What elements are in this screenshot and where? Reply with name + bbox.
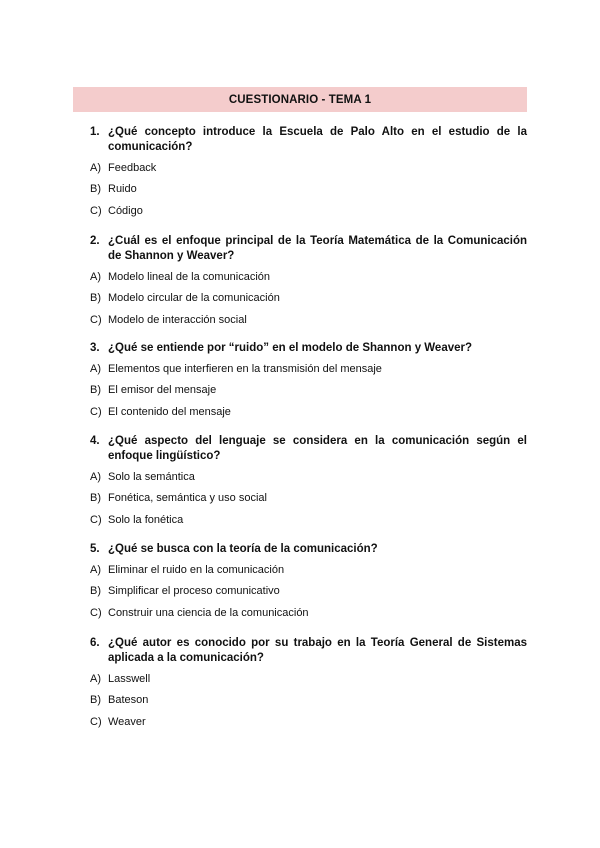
option-letter: C)	[90, 313, 102, 326]
option-letter: A)	[90, 673, 101, 685]
question-6	[90, 636, 527, 736]
answer-option-b	[90, 693, 527, 708]
option-text: Elementos que interfieren en la transmisión del mensaje	[108, 363, 382, 375]
option-letter: A)	[90, 271, 101, 283]
question-number: 4.	[90, 435, 100, 447]
answer-option-a	[90, 563, 527, 578]
answer-option-b	[90, 182, 527, 197]
answer-option-a	[90, 270, 527, 285]
answer-options	[90, 470, 527, 528]
answer-option-b	[90, 584, 527, 599]
option-letter: A)	[90, 564, 101, 576]
option-text: El emisor del mensaje	[108, 384, 217, 397]
answer-option-b	[90, 291, 527, 306]
answer-options	[90, 161, 527, 219]
option-text: Bateson	[108, 694, 149, 707]
option-letter: C)	[90, 513, 102, 526]
answer-option-c	[90, 513, 527, 528]
option-text: Ruido	[108, 183, 137, 196]
answer-options	[90, 672, 527, 730]
question-4	[90, 434, 527, 534]
answer-option-b	[90, 383, 527, 398]
answer-options	[90, 362, 527, 420]
question-header	[90, 542, 527, 557]
option-text: Solo la semántica	[108, 471, 195, 483]
option-letter: A)	[90, 471, 101, 483]
question-text: ¿Qué se entiende por “ruido” en el modelo de Shannon y Weaver?	[108, 342, 473, 354]
question-text: ¿Qué se busca con la teoría de la comunicación?	[108, 543, 378, 555]
question-number: 3.	[90, 342, 100, 354]
option-text: Lasswell	[108, 673, 151, 685]
quiz-title-banner	[73, 87, 527, 112]
question-number: 2.	[90, 235, 100, 247]
option-letter: A)	[90, 162, 101, 174]
option-letter: C)	[90, 715, 102, 728]
option-letter: B)	[90, 183, 101, 196]
option-text: Modelo circular de la comunicación	[108, 292, 280, 305]
option-text: Weaver	[108, 715, 146, 728]
answer-option-c	[90, 405, 527, 420]
answer-option-c	[90, 313, 527, 328]
question-3	[90, 341, 527, 426]
option-letter: C)	[90, 606, 102, 619]
answer-option-a	[90, 470, 527, 485]
question-number: 1.	[90, 126, 100, 138]
question-header	[90, 234, 527, 264]
answer-option-a	[90, 362, 527, 377]
question-number: 5.	[90, 543, 100, 555]
question-2	[90, 234, 527, 334]
option-text: Eliminar el ruido en la comunicación	[108, 564, 285, 576]
answer-option-a	[90, 161, 527, 176]
option-text: Simplificar el proceso comunicativo	[108, 585, 280, 598]
option-text: Construir una ciencia de la comunicación	[108, 606, 309, 619]
option-letter: B)	[90, 292, 101, 305]
answer-options	[90, 270, 527, 328]
question-5	[90, 542, 527, 627]
answer-option-c	[90, 715, 527, 730]
option-text: Código	[108, 204, 143, 217]
question-text: ¿Qué aspecto del lenguaje se considera en la comunicación según el enfoque lingüístico?	[108, 435, 527, 462]
question-text: ¿Cuál es el enfoque principal de la Teoría Matemática de la Comunicación de Shannon y Weaver?	[108, 235, 527, 262]
option-text: Fonética, semántica y uso social	[108, 492, 267, 505]
question-header	[90, 636, 527, 666]
answer-options	[90, 563, 527, 621]
option-text: El contenido del mensaje	[108, 405, 231, 418]
question-header	[90, 125, 527, 155]
question-header	[90, 434, 527, 464]
question-number: 6.	[90, 637, 100, 649]
option-letter: B)	[90, 694, 101, 707]
question-text: ¿Qué concepto introduce la Escuela de Palo Alto en el estudio de la comunicación?	[108, 126, 527, 153]
answer-option-c	[90, 204, 527, 219]
option-letter: A)	[90, 363, 101, 375]
option-letter: C)	[90, 204, 102, 217]
option-letter: B)	[90, 585, 101, 598]
question-header	[90, 341, 527, 356]
answer-option-c	[90, 606, 527, 621]
answer-option-b	[90, 491, 527, 506]
option-text: Modelo lineal de la comunicación	[108, 271, 271, 283]
option-text: Solo la fonética	[108, 513, 184, 526]
option-text: Feedback	[108, 162, 157, 174]
option-text: Modelo de interacción social	[108, 313, 247, 326]
option-letter: C)	[90, 405, 102, 418]
question-1	[90, 125, 527, 225]
quiz-title: CUESTIONARIO - TEMA 1	[228, 93, 372, 106]
option-letter: B)	[90, 492, 101, 505]
question-text: ¿Qué autor es conocido por su trabajo en la Teoría General de Sistemas aplicada a la comunicación?	[108, 637, 527, 664]
answer-option-a	[90, 672, 527, 687]
option-letter: B)	[90, 384, 101, 397]
